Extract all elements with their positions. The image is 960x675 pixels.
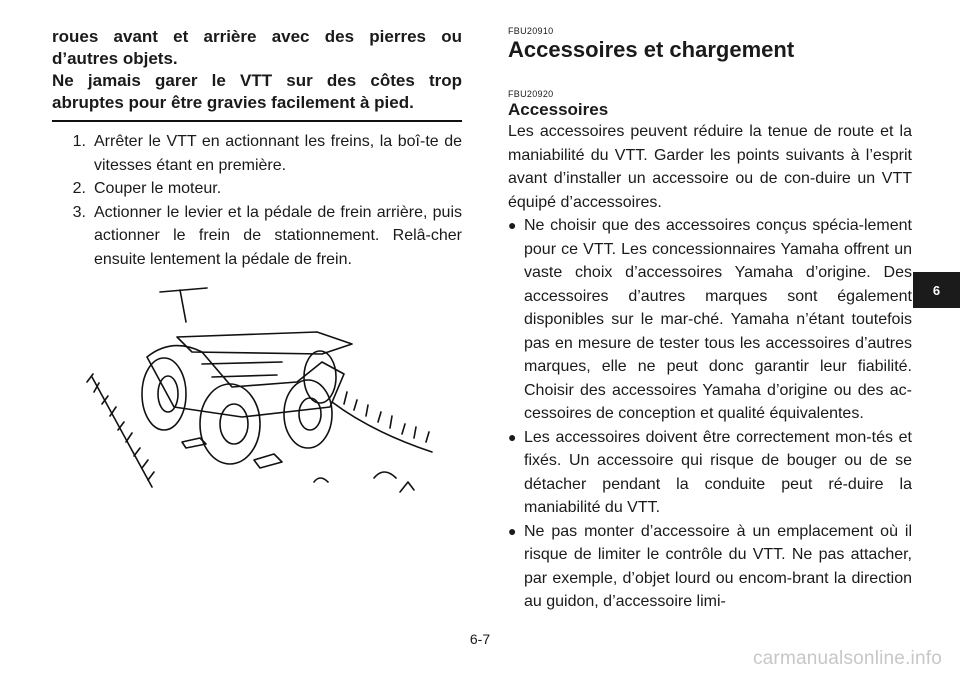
subsection-title: Accessoires xyxy=(508,100,609,119)
intro-paragraph: Les accessoires peuvent réduire la tenue de route et la maniabilité du VTT. Garder les points suivants à l’esprit avant d’installer un accessoire ou de con-duire un VTT équipé d’accessoires. xyxy=(508,123,912,211)
page-number: 6-7 xyxy=(469,631,491,647)
section-title: Accessoires et chargement xyxy=(508,37,795,62)
step-item: 1. Arrêter le VTT en actionnant les freins, la boî-te de vitesses étant en première. xyxy=(72,133,462,174)
left-column xyxy=(52,26,462,271)
warning-line-2: d’autres objets. xyxy=(52,49,178,68)
watermark: carmanualsonline.info xyxy=(752,648,942,669)
bullet-dot-icon: ● xyxy=(508,217,517,233)
bullet-dot-icon: ● xyxy=(508,428,517,445)
section-code: FBU20910 xyxy=(508,26,554,36)
parked-atv-illustration xyxy=(82,282,442,504)
warning-line-1: roues avant et arrière avec des pierres ou xyxy=(52,27,462,46)
step-item: 3. Actionner le levier et la pédale de frein arrière, puis actionner le frein de stationnement. Relâ-cher ensuite lentement la pédale de frein. xyxy=(72,203,462,268)
warning-line-4: abruptes pour être gravies facilement à pied. xyxy=(52,93,414,112)
bullet-item: ● Ne pas monter d’accessoire à un emplacement où il risque de limiter le contrôle du VTT. Ne pas attacher, par exemple, d’objet lourd ou encom-brant la direction au guidon, d’accessoire limi- xyxy=(508,520,912,614)
warning-line-3: Ne jamais garer le VTT sur des côtes trop xyxy=(52,71,462,90)
right-column xyxy=(508,26,912,614)
accessory-bullets xyxy=(508,214,912,614)
chapter-tab: 6 xyxy=(913,272,960,308)
subsection-code: FBU20920 xyxy=(508,89,554,99)
steps-list xyxy=(52,130,462,271)
bullet-item: ● Les accessoires doivent être correctement mon-tés et fixés. Un accessoire qui risque de bouger ou de se détacher pendant la conduite peut ré-duire la maniabilité du VTT. xyxy=(508,426,912,520)
bullet-item: ● Ne choisir que des accessoires conçus spécia-lement pour ce VTT. Les concessionnaires Yamaha offrent un vaste choix d’accessoires Yamaha d’origine. Des accessoires d’autres marques sont également disponibles sur le mar-ché. Yamaha n’étant toutefois pas en mesure de tester tous les accessoires d’autres marques, elle ne peut donc garantir leur fiabilité. Choisir des accessoires Yamaha d’origine ou des ac-cessoires de conception et qualité équivalentes. xyxy=(508,214,912,426)
step-item: 2. Couper le moteur. xyxy=(72,180,222,197)
warning-divider xyxy=(52,120,462,122)
bullet-dot-icon: ● xyxy=(508,522,517,539)
